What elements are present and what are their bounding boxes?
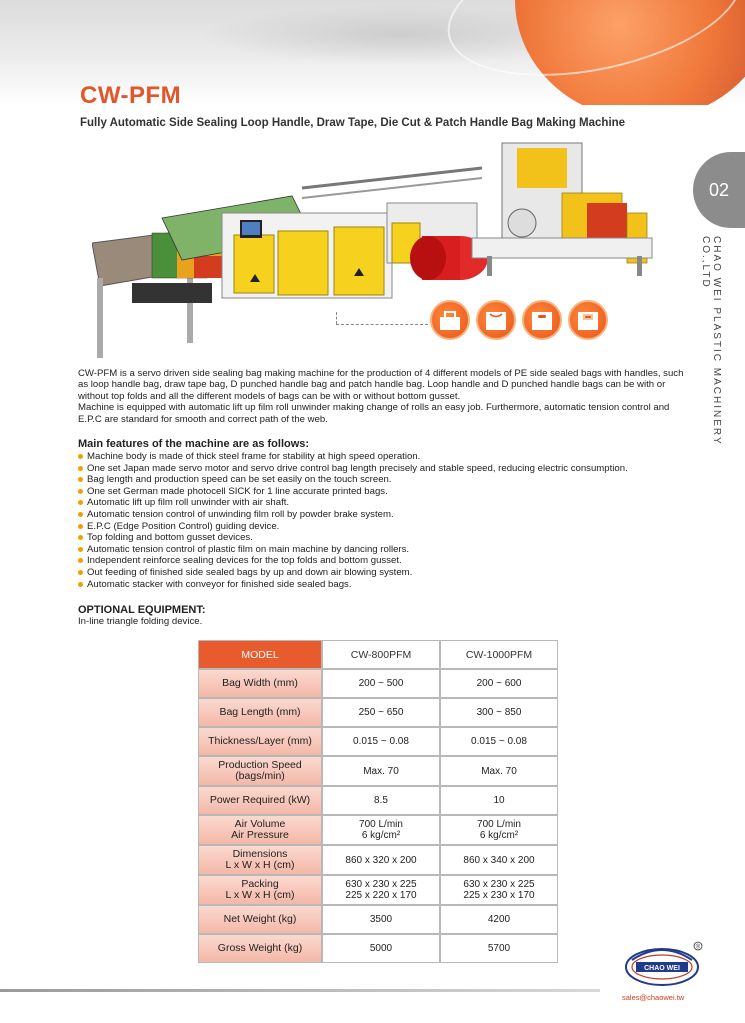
page-subtitle: Fully Automatic Side Sealing Loop Handle, Draw Tape, Die Cut & Patch Handle Bag Making Machine bbox=[80, 117, 626, 129]
spec-label: Net Weight (kg) bbox=[198, 905, 322, 934]
bullet-icon bbox=[78, 489, 83, 494]
table-row bbox=[198, 727, 558, 756]
bullet-icon bbox=[78, 512, 83, 517]
chao-wei-logo bbox=[622, 940, 706, 990]
table-row bbox=[198, 845, 558, 875]
feature-item: E.P.C (Edge Position Control) guiding device. bbox=[78, 521, 698, 533]
spec-value-cw800: 3500 bbox=[322, 905, 440, 934]
description-paragraph: CW-PFM is a servo driven side sealing bag making machine for the production of 4 different models of PE side sealed bags with handles, such as loop handle bag, draw tape bag, D punched handle bag and patch handle bag. Loop handle and D punched handle bags can be with or without top folds and all the different models of bags can be with or without bottom gusset. bbox=[78, 368, 684, 402]
spec-value-cw800: Max. 70 bbox=[322, 756, 440, 786]
spec-value-cw1000: 700 L/min 6 kg/cm² bbox=[440, 815, 558, 845]
spec-value-cw1000: 630 x 230 x 225 225 x 230 x 170 bbox=[440, 875, 558, 905]
feature-item: One set German made photocell SICK for 1 line accurate printed bags. bbox=[78, 486, 698, 498]
spec-value-cw800: 200 ~ 500 bbox=[322, 669, 440, 698]
feature-item: Top folding and bottom gusset devices. bbox=[78, 532, 698, 544]
spec-value-cw800: 5000 bbox=[322, 934, 440, 963]
loop-handle-bag-icon bbox=[430, 300, 470, 340]
draw-tape-bag-icon bbox=[476, 300, 516, 340]
feature-item: Automatic lift up film roll unwinder with air shaft. bbox=[78, 497, 698, 509]
spec-value-cw1000: 0.015 ~ 0.08 bbox=[440, 727, 558, 756]
machine-description bbox=[78, 368, 688, 425]
table-row bbox=[198, 934, 558, 963]
bullet-icon bbox=[78, 558, 83, 563]
spec-table-body bbox=[198, 669, 558, 963]
bag-type-icons bbox=[430, 300, 610, 344]
company-name-vertical: CHAO WEI PLASTIC MACHINERY CO.,LTD bbox=[700, 236, 722, 446]
feature-item: Automatic stacker with conveyor for finished side sealed bags. bbox=[78, 579, 698, 591]
optional-equipment-text: In-line triangle folding device. bbox=[78, 616, 203, 627]
dashed-connector-tick bbox=[336, 312, 337, 324]
footer-divider bbox=[0, 989, 600, 992]
feature-item: Automatic tension control of plastic film on main machine by dancing rollers. bbox=[78, 544, 698, 556]
spec-value-cw800: 0.015 ~ 0.08 bbox=[322, 727, 440, 756]
feature-item: Machine body is made of thick steel frame for stability at high speed operation. bbox=[78, 451, 698, 463]
bullet-icon bbox=[78, 547, 83, 552]
table-row bbox=[198, 905, 558, 934]
registered-mark: ® bbox=[695, 944, 701, 951]
spec-table bbox=[198, 640, 558, 963]
table-row bbox=[198, 815, 558, 845]
feature-item: Out feeding of finished side sealed bags by up and down air blowing system. bbox=[78, 567, 698, 579]
bullet-icon bbox=[78, 582, 83, 587]
features-title: Main features of the machine are as follows: bbox=[78, 438, 310, 450]
patch-handle-bag-icon bbox=[568, 300, 608, 340]
bullet-icon bbox=[78, 500, 83, 505]
logo-text: CHAO WEI bbox=[644, 965, 680, 972]
table-header-cw800: CW-800PFM bbox=[322, 640, 440, 669]
spec-label: Production Speed (bags/min) bbox=[198, 756, 322, 786]
table-header-cw1000: CW-1000PFM bbox=[440, 640, 558, 669]
spec-label: Packing L x W x H (cm) bbox=[198, 875, 322, 905]
spec-label: Dimensions L x W x H (cm) bbox=[198, 845, 322, 875]
feature-item: Automatic tension control of unwinding film roll by powder brake system. bbox=[78, 509, 698, 521]
spec-value-cw800: 700 L/min 6 kg/cm² bbox=[322, 815, 440, 845]
table-row bbox=[198, 786, 558, 815]
dashed-connector bbox=[336, 324, 428, 325]
spec-value-cw1000: 300 ~ 850 bbox=[440, 698, 558, 727]
spec-value-cw1000: 860 x 340 x 200 bbox=[440, 845, 558, 875]
feature-item: Independent reinforce sealing devices for the top folds and bottom gusset. bbox=[78, 555, 698, 567]
features-list bbox=[78, 451, 698, 590]
spec-value-cw800: 250 ~ 650 bbox=[322, 698, 440, 727]
spec-value-cw1000: 10 bbox=[440, 786, 558, 815]
optional-equipment-title: OPTIONAL EQUIPMENT: bbox=[78, 604, 206, 616]
spec-label: Bag Width (mm) bbox=[198, 669, 322, 698]
spec-value-cw1000: 200 ~ 600 bbox=[440, 669, 558, 698]
page-title: CW-PFM bbox=[80, 82, 182, 109]
bullet-icon bbox=[78, 466, 83, 471]
contact-email[interactable]: sales@chaowei.tw bbox=[622, 993, 685, 1002]
spec-label: Thickness/Layer (mm) bbox=[198, 727, 322, 756]
spec-label: Gross Weight (kg) bbox=[198, 934, 322, 963]
spec-value-cw1000: Max. 70 bbox=[440, 756, 558, 786]
feature-item: Bag length and production speed can be set easily on the touch screen. bbox=[78, 474, 698, 486]
die-cut-bag-icon bbox=[522, 300, 562, 340]
spec-value-cw800: 860 x 320 x 200 bbox=[322, 845, 440, 875]
page-number: 02 bbox=[709, 179, 730, 200]
spec-value-cw1000: 4200 bbox=[440, 905, 558, 934]
description-paragraph: Machine is equipped with automatic lift up film roll unwinder making change of rolls an easy job. Furthermore, automatic tension control and E.P.C are standard for smooth and correct path of the web. bbox=[78, 402, 670, 425]
table-row bbox=[198, 756, 558, 786]
spec-value-cw800: 630 x 230 x 225 225 x 220 x 170 bbox=[322, 875, 440, 905]
feature-item: One set Japan made servo motor and servo drive control bag length precisely and stable speed, reducing electric consumption. bbox=[78, 463, 698, 475]
spec-label: Bag Length (mm) bbox=[198, 698, 322, 727]
spec-label: Air Volume Air Pressure bbox=[198, 815, 322, 845]
spec-label: Power Required (kW) bbox=[198, 786, 322, 815]
table-row bbox=[198, 698, 558, 727]
bullet-icon bbox=[78, 477, 83, 482]
bullet-icon bbox=[78, 524, 83, 529]
bullet-icon bbox=[78, 570, 83, 575]
table-row bbox=[198, 875, 558, 905]
bullet-icon bbox=[78, 454, 83, 459]
page-number-tab bbox=[693, 152, 745, 228]
table-header-model: MODEL bbox=[198, 640, 322, 669]
spec-value-cw1000: 5700 bbox=[440, 934, 558, 963]
spec-value-cw800: 8.5 bbox=[322, 786, 440, 815]
bullet-icon bbox=[78, 535, 83, 540]
table-row bbox=[198, 669, 558, 698]
